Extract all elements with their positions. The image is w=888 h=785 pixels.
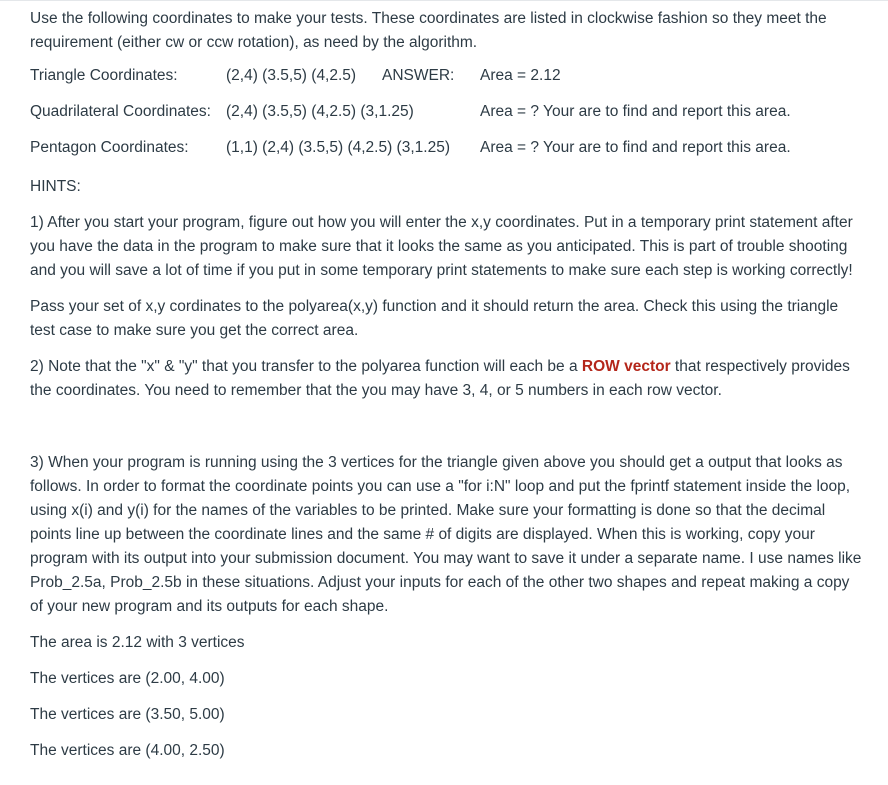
output-line-vertex-1: The vertices are (2.00, 4.00) <box>30 670 225 687</box>
triangle-label: Triangle Coordinates: <box>30 67 178 84</box>
pentagon-row <box>30 139 865 163</box>
hints-heading: HINTS: <box>30 178 81 195</box>
pentagon-label: Pentagon Coordinates: <box>30 139 189 156</box>
triangle-answer-label: ANSWER: <box>382 67 455 84</box>
hint-3: 3) When your program is running using the 3 vertices for the triangle given above you should get a output that looks as follows. In order to format the coordinate points you can use a "for i:N" loop and put the fprintf statement inside the loop, using x(i) and y(i) for the names of the variables to be printed. Make sure your formatting is done so that the decimal points line up between the coordinate lines and the same # of digits are displayed. When this is working, copy your program with its output into your submission document. You may want to save it under a separate name. I use names like Prob_2.5a, Prob_2.5b in these situations. Adjust your inputs for each of the other two shapes and repeat making a copy of your new program and its outputs for each shape. <box>30 454 862 615</box>
quadrilateral-row <box>30 103 865 127</box>
hint-2 <box>30 355 865 403</box>
quadrilateral-label: Quadrilateral Coordinates: <box>30 103 211 120</box>
output-line-vertex-2: The vertices are (3.50, 5.00) <box>30 706 225 723</box>
pentagon-area: Area = ? Your are to find and report this area. <box>480 139 791 156</box>
triangle-area: Area = 2.12 <box>480 67 561 84</box>
top-divider <box>0 0 888 1</box>
pentagon-coordinates: (1,1) (2,4) (3.5,5) (4,2.5) (3,1.25) <box>226 139 450 156</box>
pass-note: Pass your set of x,y cordinates to the polyarea(x,y) function and it should return the area. Check this using the triangle test case to make sure you get the correct area. <box>30 298 839 339</box>
intro-paragraph: Use the following coordinates to make your tests. These coordinates are listed in clockwise fashion so they meet the requirement (either cw or ccw rotation), as need by the algorithm. <box>30 10 827 51</box>
quadrilateral-coordinates: (2,4) (3.5,5) (4,2.5) (3,1.25) <box>226 103 414 120</box>
hint-1: 1) After you start your program, figure out how you will enter the x,y coordinates. Put in a temporary print statement after you have the data in the program to make sure that it looks the same as you anticipated. This is part of trouble shooting and you will save a lot of time if you put in some temporary print statements to make sure each step is working correctly! <box>30 214 853 279</box>
triangle-coordinates: (2,4) (3.5,5) (4,2.5) <box>226 67 357 84</box>
hint-2-after: that respectively provides the coordinates. You need to remember that the you may have 3, 4, or 5 numbers in each row vector. <box>30 358 850 399</box>
row-vector-highlight: ROW vector <box>581 358 671 375</box>
triangle-row <box>30 67 865 91</box>
hint-2-before: 2) Note that the "x" & "y" that you transfer to the polyarea function will each be a <box>30 358 582 375</box>
quadrilateral-area: Area = ? Your are to find and report this area. <box>480 103 791 120</box>
content-area <box>30 7 865 775</box>
output-line-area: The area is 2.12 with 3 vertices <box>30 634 245 651</box>
output-line-vertex-3: The vertices are (4.00, 2.50) <box>30 742 225 759</box>
